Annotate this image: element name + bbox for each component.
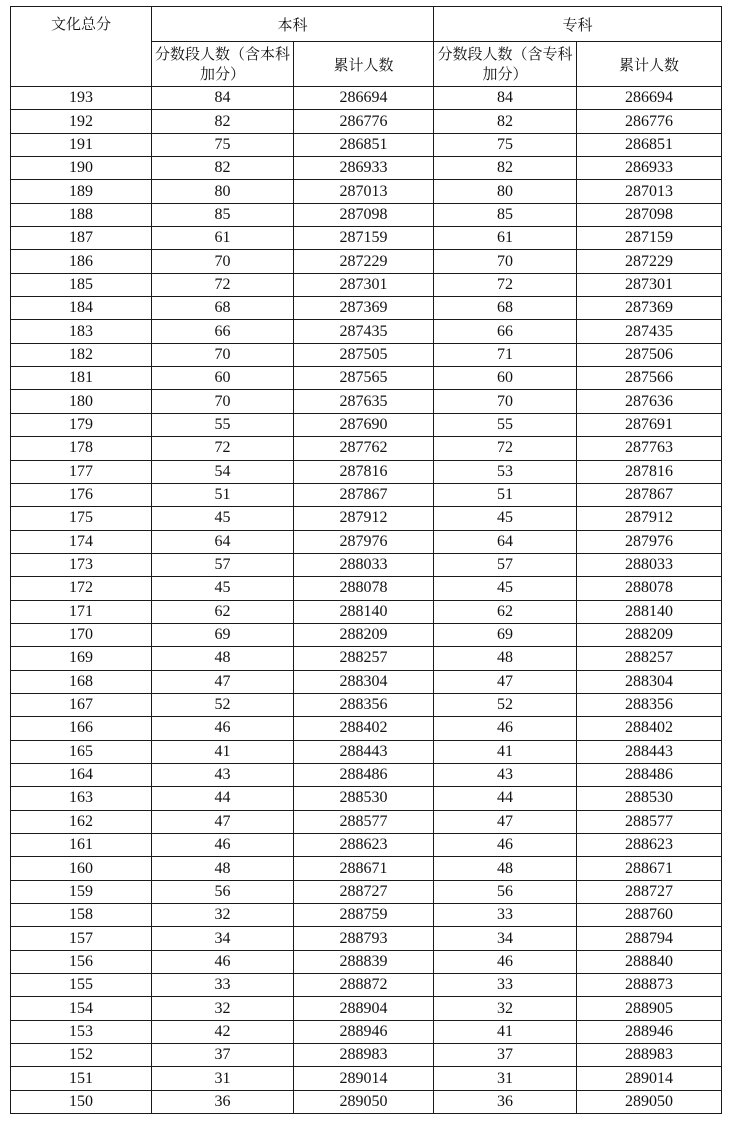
junior-band-count-cell: 84: [434, 87, 577, 110]
junior-cumulative-cell: 287636: [577, 390, 722, 413]
score-cell: 179: [11, 413, 152, 436]
undergrad-cumulative-cell: 286851: [294, 133, 434, 156]
undergrad-band-count-cell: 45: [152, 507, 294, 530]
score-cell: 178: [11, 437, 152, 460]
junior-cumulative-cell: 288443: [577, 740, 722, 763]
junior-band-count-cell: 60: [434, 367, 577, 390]
undergrad-band-count-header: 分数段人数（含本科加分）: [152, 42, 294, 87]
undergrad-cumulative-cell: 287301: [294, 273, 434, 296]
score-cell: 184: [11, 297, 152, 320]
junior-band-count-cell: 33: [434, 974, 577, 997]
junior-cumulative-cell: 287013: [577, 180, 722, 203]
undergrad-band-count-cell: 82: [152, 157, 294, 180]
undergrad-band-count-cell: 56: [152, 880, 294, 903]
table-row: [11, 693, 722, 716]
undergrad-cumulative-cell: 288983: [294, 1044, 434, 1067]
junior-band-count-cell: 48: [434, 647, 577, 670]
undergrad-band-count-cell: 62: [152, 600, 294, 623]
table-row: [11, 763, 722, 786]
score-cell: 154: [11, 997, 152, 1020]
junior-band-count-cell: 33: [434, 904, 577, 927]
junior-band-count-cell: 64: [434, 530, 577, 553]
junior-cumulative-cell: 288983: [577, 1044, 722, 1067]
undergrad-band-count-cell: 44: [152, 787, 294, 810]
junior-band-count-cell: 80: [434, 180, 577, 203]
table-row: [11, 810, 722, 833]
junior-band-count-cell: 47: [434, 670, 577, 693]
score-column-header: 文化总分: [11, 7, 152, 87]
table-row: [11, 1090, 722, 1113]
undergrad-band-count-cell: 47: [152, 670, 294, 693]
junior-cumulative-cell: 288356: [577, 693, 722, 716]
score-cell: 161: [11, 834, 152, 857]
score-cell: 170: [11, 623, 152, 646]
undergrad-band-count-cell: 82: [152, 110, 294, 133]
table-row: [11, 834, 722, 857]
undergrad-band-count-cell: 52: [152, 693, 294, 716]
undergrad-band-count-cell: 48: [152, 857, 294, 880]
junior-group-header: 专科: [434, 7, 722, 42]
undergrad-band-count-cell: 64: [152, 530, 294, 553]
undergrad-band-count-cell: 54: [152, 460, 294, 483]
score-cell: 166: [11, 717, 152, 740]
table-row: [11, 553, 722, 576]
table-row: [11, 343, 722, 366]
undergrad-cumulative-cell: 288304: [294, 670, 434, 693]
undergrad-cumulative-cell: 287159: [294, 227, 434, 250]
junior-cumulative-cell: 289014: [577, 1067, 722, 1090]
table-row: [11, 460, 722, 483]
table-row: [11, 787, 722, 810]
junior-cumulative-cell: 288304: [577, 670, 722, 693]
junior-band-count-cell: 41: [434, 740, 577, 763]
score-cell: 177: [11, 460, 152, 483]
junior-band-count-cell: 72: [434, 437, 577, 460]
junior-cumulative-cell: 288033: [577, 553, 722, 576]
undergrad-band-count-cell: 70: [152, 390, 294, 413]
score-cell: 160: [11, 857, 152, 880]
junior-cumulative-cell: 286851: [577, 133, 722, 156]
score-cell: 180: [11, 390, 152, 413]
table-row: [11, 227, 722, 250]
score-cell: 152: [11, 1044, 152, 1067]
score-cell: 156: [11, 950, 152, 973]
junior-band-count-cell: 31: [434, 1067, 577, 1090]
junior-band-count-cell: 48: [434, 857, 577, 880]
junior-band-count-cell: 85: [434, 203, 577, 226]
undergrad-band-count-cell: 46: [152, 717, 294, 740]
table-row: [11, 297, 722, 320]
junior-cumulative-cell: 288078: [577, 577, 722, 600]
table-row: [11, 390, 722, 413]
junior-cumulative-cell: 286933: [577, 157, 722, 180]
junior-cumulative-cell: 288905: [577, 997, 722, 1020]
junior-cumulative-cell: 288946: [577, 1020, 722, 1043]
undergrad-cumulative-cell: 288140: [294, 600, 434, 623]
junior-band-count-cell: 52: [434, 693, 577, 716]
score-cell: 163: [11, 787, 152, 810]
junior-band-count-cell: 37: [434, 1044, 577, 1067]
undergrad-band-count-cell: 46: [152, 950, 294, 973]
table-row: [11, 110, 722, 133]
score-cell: 186: [11, 250, 152, 273]
undergrad-band-count-cell: 72: [152, 437, 294, 460]
score-cell: 188: [11, 203, 152, 226]
junior-cumulative-cell: 287506: [577, 343, 722, 366]
score-cell: 159: [11, 880, 152, 903]
table-body: [11, 87, 722, 1114]
junior-cumulative-cell: 288209: [577, 623, 722, 646]
undergrad-band-count-cell: 51: [152, 483, 294, 506]
junior-cumulative-cell: 287098: [577, 203, 722, 226]
table-row: [11, 273, 722, 296]
undergrad-cumulative-cell: 287867: [294, 483, 434, 506]
score-cell: 176: [11, 483, 152, 506]
junior-cumulative-cell: 286694: [577, 87, 722, 110]
table-row: [11, 577, 722, 600]
score-cell: 169: [11, 647, 152, 670]
score-cell: 164: [11, 763, 152, 786]
undergrad-band-count-cell: 60: [152, 367, 294, 390]
undergrad-cumulative-cell: 288402: [294, 717, 434, 740]
score-cell: 185: [11, 273, 152, 296]
undergrad-cumulative-cell: 287976: [294, 530, 434, 553]
score-cell: 167: [11, 693, 152, 716]
junior-band-count-cell: 69: [434, 623, 577, 646]
undergrad-cumulative-cell: 288839: [294, 950, 434, 973]
score-cell: 155: [11, 974, 152, 997]
junior-band-count-cell: 71: [434, 343, 577, 366]
table-row: [11, 203, 722, 226]
undergrad-cumulative-cell: 287635: [294, 390, 434, 413]
junior-cumulative-cell: 287566: [577, 367, 722, 390]
junior-band-count-cell: 70: [434, 250, 577, 273]
junior-cumulative-cell: 287763: [577, 437, 722, 460]
undergrad-band-count-cell: 69: [152, 623, 294, 646]
undergrad-band-count-cell: 33: [152, 974, 294, 997]
table-row: [11, 180, 722, 203]
undergrad-cumulative-cell: 287435: [294, 320, 434, 343]
undergrad-cumulative-cell: 287369: [294, 297, 434, 320]
undergrad-band-count-cell: 46: [152, 834, 294, 857]
undergrad-cumulative-cell: 288443: [294, 740, 434, 763]
undergrad-cumulative-cell: 286694: [294, 87, 434, 110]
junior-cumulative-cell: 288140: [577, 600, 722, 623]
undergrad-cumulative-cell: 288257: [294, 647, 434, 670]
score-cell: 174: [11, 530, 152, 553]
undergrad-band-count-cell: 48: [152, 647, 294, 670]
table-row: [11, 950, 722, 973]
score-cell: 181: [11, 367, 152, 390]
undergrad-cumulative-cell: 287690: [294, 413, 434, 436]
undergrad-cumulative-cell: 289014: [294, 1067, 434, 1090]
junior-band-count-cell: 68: [434, 297, 577, 320]
undergrad-cumulative-cell: 288530: [294, 787, 434, 810]
score-cell: 175: [11, 507, 152, 530]
junior-cumulative-cell: 288840: [577, 950, 722, 973]
junior-cumulative-cell: 287976: [577, 530, 722, 553]
junior-band-count-cell: 56: [434, 880, 577, 903]
table-row: [11, 740, 722, 763]
undergrad-cumulative-cell: 288078: [294, 577, 434, 600]
table-row: [11, 250, 722, 273]
junior-cumulative-cell: 287816: [577, 460, 722, 483]
undergrad-band-count-cell: 85: [152, 203, 294, 226]
junior-cumulative-cell: 288402: [577, 717, 722, 740]
undergrad-band-count-cell: 42: [152, 1020, 294, 1043]
junior-band-count-cell: 53: [434, 460, 577, 483]
junior-band-count-cell: 70: [434, 390, 577, 413]
junior-band-count-cell: 47: [434, 810, 577, 833]
junior-cumulative-header: 累计人数: [577, 42, 722, 87]
junior-band-count-cell: 51: [434, 483, 577, 506]
table-header: [11, 7, 722, 87]
junior-band-count-cell: 45: [434, 577, 577, 600]
undergrad-cumulative-cell: 287505: [294, 343, 434, 366]
junior-band-count-cell: 62: [434, 600, 577, 623]
table-row: [11, 507, 722, 530]
table-row: [11, 413, 722, 436]
score-cell: 191: [11, 133, 152, 156]
table-row: [11, 904, 722, 927]
undergrad-band-count-cell: 32: [152, 904, 294, 927]
score-cell: 168: [11, 670, 152, 693]
undergrad-cumulative-cell: 286776: [294, 110, 434, 133]
junior-band-count-cell: 57: [434, 553, 577, 576]
junior-cumulative-cell: 287912: [577, 507, 722, 530]
table-row: [11, 974, 722, 997]
table-row: [11, 1067, 722, 1090]
undergrad-band-count-cell: 72: [152, 273, 294, 296]
undergrad-cumulative-cell: 287013: [294, 180, 434, 203]
undergrad-cumulative-cell: 287565: [294, 367, 434, 390]
table-row: [11, 437, 722, 460]
junior-cumulative-cell: 288671: [577, 857, 722, 880]
junior-band-count-cell: 66: [434, 320, 577, 343]
undergrad-cumulative-cell: 287098: [294, 203, 434, 226]
table-row: [11, 600, 722, 623]
table-row: [11, 997, 722, 1020]
junior-cumulative-cell: 288873: [577, 974, 722, 997]
score-cell: 190: [11, 157, 152, 180]
undergrad-cumulative-cell: 287762: [294, 437, 434, 460]
table-row: [11, 133, 722, 156]
undergrad-cumulative-cell: 288486: [294, 763, 434, 786]
score-cell: 187: [11, 227, 152, 250]
score-cell: 157: [11, 927, 152, 950]
undergrad-band-count-cell: 70: [152, 343, 294, 366]
undergrad-cumulative-cell: 288209: [294, 623, 434, 646]
undergrad-band-count-cell: 70: [152, 250, 294, 273]
undergrad-band-count-cell: 31: [152, 1067, 294, 1090]
undergrad-band-count-cell: 41: [152, 740, 294, 763]
undergrad-band-count-cell: 43: [152, 763, 294, 786]
undergrad-cumulative-cell: 288671: [294, 857, 434, 880]
score-cell: 150: [11, 1090, 152, 1113]
junior-cumulative-cell: 287301: [577, 273, 722, 296]
undergrad-cumulative-cell: 287229: [294, 250, 434, 273]
junior-cumulative-cell: 289050: [577, 1090, 722, 1113]
undergrad-band-count-cell: 80: [152, 180, 294, 203]
table-row: [11, 623, 722, 646]
undergrad-cumulative-cell: 288946: [294, 1020, 434, 1043]
undergrad-band-count-cell: 66: [152, 320, 294, 343]
score-cell: 158: [11, 904, 152, 927]
undergrad-band-count-cell: 36: [152, 1090, 294, 1113]
undergrad-cumulative-cell: 287912: [294, 507, 434, 530]
score-cell: 183: [11, 320, 152, 343]
junior-band-count-cell: 34: [434, 927, 577, 950]
undergrad-band-count-cell: 37: [152, 1044, 294, 1067]
junior-band-count-cell: 36: [434, 1090, 577, 1113]
undergrad-band-count-cell: 68: [152, 297, 294, 320]
junior-cumulative-cell: 288794: [577, 927, 722, 950]
score-distribution-table: [10, 6, 722, 1114]
table-row: [11, 87, 722, 110]
score-cell: 182: [11, 343, 152, 366]
junior-band-count-cell: 82: [434, 110, 577, 133]
junior-cumulative-cell: 288486: [577, 763, 722, 786]
table-row: [11, 1020, 722, 1043]
junior-band-count-cell: 55: [434, 413, 577, 436]
undergrad-band-count-cell: 55: [152, 413, 294, 436]
junior-cumulative-cell: 286776: [577, 110, 722, 133]
table-row: [11, 367, 722, 390]
junior-cumulative-cell: 288727: [577, 880, 722, 903]
undergrad-band-count-cell: 47: [152, 810, 294, 833]
junior-cumulative-cell: 288530: [577, 787, 722, 810]
undergrad-cumulative-cell: 288904: [294, 997, 434, 1020]
junior-band-count-cell: 75: [434, 133, 577, 156]
undergrad-cumulative-cell: 287816: [294, 460, 434, 483]
table-row: [11, 157, 722, 180]
undergrad-cumulative-cell: 288872: [294, 974, 434, 997]
table-row: [11, 880, 722, 903]
table-row: [11, 483, 722, 506]
score-cell: 192: [11, 110, 152, 133]
undergrad-cumulative-cell: 288356: [294, 693, 434, 716]
score-cell: 172: [11, 577, 152, 600]
score-cell: 151: [11, 1067, 152, 1090]
junior-band-count-cell: 46: [434, 834, 577, 857]
junior-band-count-cell: 61: [434, 227, 577, 250]
table-row: [11, 717, 722, 740]
junior-cumulative-cell: 288623: [577, 834, 722, 857]
undergrad-cumulative-cell: 286933: [294, 157, 434, 180]
undergrad-cumulative-cell: 288759: [294, 904, 434, 927]
score-cell: 173: [11, 553, 152, 576]
junior-band-count-cell: 44: [434, 787, 577, 810]
score-cell: 165: [11, 740, 152, 763]
junior-cumulative-cell: 287159: [577, 227, 722, 250]
undergrad-band-count-cell: 32: [152, 997, 294, 1020]
undergrad-cumulative-cell: 288033: [294, 553, 434, 576]
undergrad-cumulative-cell: 288793: [294, 927, 434, 950]
junior-band-count-cell: 72: [434, 273, 577, 296]
undergrad-cumulative-cell: 288623: [294, 834, 434, 857]
undergrad-band-count-cell: 84: [152, 87, 294, 110]
score-cell: 153: [11, 1020, 152, 1043]
score-cell: 162: [11, 810, 152, 833]
table-row: [11, 857, 722, 880]
junior-cumulative-cell: 287867: [577, 483, 722, 506]
table-row: [11, 927, 722, 950]
undergrad-cumulative-cell: 288577: [294, 810, 434, 833]
table-row: [11, 320, 722, 343]
undergrad-band-count-cell: 75: [152, 133, 294, 156]
junior-cumulative-cell: 288257: [577, 647, 722, 670]
junior-cumulative-cell: 288760: [577, 904, 722, 927]
score-cell: 189: [11, 180, 152, 203]
junior-cumulative-cell: 287691: [577, 413, 722, 436]
table-row: [11, 670, 722, 693]
junior-cumulative-cell: 287229: [577, 250, 722, 273]
undergrad-cumulative-cell: 289050: [294, 1090, 434, 1113]
score-cell: 193: [11, 87, 152, 110]
junior-cumulative-cell: 288577: [577, 810, 722, 833]
junior-band-count-cell: 43: [434, 763, 577, 786]
undergrad-band-count-cell: 34: [152, 927, 294, 950]
junior-band-count-cell: 45: [434, 507, 577, 530]
junior-cumulative-cell: 287435: [577, 320, 722, 343]
undergrad-cumulative-header: 累计人数: [294, 42, 434, 87]
junior-band-count-cell: 46: [434, 950, 577, 973]
junior-band-count-cell: 32: [434, 997, 577, 1020]
table-row: [11, 647, 722, 670]
undergrad-band-count-cell: 57: [152, 553, 294, 576]
undergrad-group-header: 本科: [152, 7, 434, 42]
undergrad-band-count-cell: 45: [152, 577, 294, 600]
junior-cumulative-cell: 287369: [577, 297, 722, 320]
score-cell: 171: [11, 600, 152, 623]
table-row: [11, 530, 722, 553]
undergrad-band-count-cell: 61: [152, 227, 294, 250]
junior-band-count-cell: 41: [434, 1020, 577, 1043]
table-row: [11, 1044, 722, 1067]
junior-band-count-header: 分数段人数（含专科加分）: [434, 42, 577, 87]
undergrad-cumulative-cell: 288727: [294, 880, 434, 903]
junior-band-count-cell: 46: [434, 717, 577, 740]
junior-band-count-cell: 82: [434, 157, 577, 180]
